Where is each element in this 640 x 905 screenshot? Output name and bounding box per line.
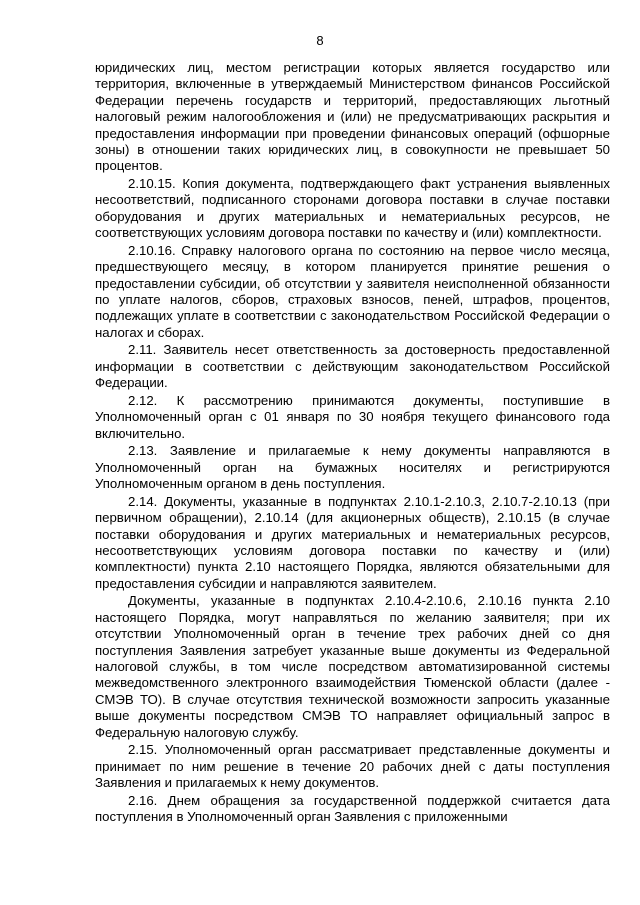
paragraph-2-12: 2.12. К рассмотрению принимаются документы, поступившие в Уполномоченный орган с 01 января по 30 ноября текущего финансового года включительно. [95,392,610,441]
paragraph-2-14: 2.14. Документы, указанные в подпунктах 2.10.1-2.10.3, 2.10.7-2.10.13 (при первичном обращении), 2.10.14 (для акционерных обществ), 2.10.15 (в случае поставки оборудования и других материальных и нематериальных ресурсов, несоответствующих условиям договора поставки по качеству и (или) комплектности) пункта 2.10 настоящего Порядка, являются обязательными для предоставления субсидии и направляются заявителем. [95,493,610,591]
paragraph-continuation: юридических лиц, местом регистрации которых является государство или территория, включенные в утверждаемый Министерством финансов Российской Федерации перечень государств и территорий, предоставляющих льготный налоговый режим налогообложения и (или) не предусматривающих раскрытия и предоставления информации при проведении финансовых операций (офшорные зоны) в отношении таких юридических лиц, в совокупности не превышает 50 процентов. [95,60,610,174]
paragraph-2-10-15: 2.10.15. Копия документа, подтверждающего факт устранения выявленных несоответствий, подписанного сторонами договора поставки в случае поставки оборудования и других материальных и нематериальных ресурсов, не соответствующих условиям договора поставки по качеству и (или) комплектности. [95,176,610,241]
paragraph-2-11: 2.11. Заявитель несет ответственность за достоверность предоставленной информации в соответствии с действующим законодательством Российской Федерации. [95,342,610,391]
paragraph-2-16: 2.16. Днем обращения за государственной поддержкой считается дата поступления в Уполномоченный орган Заявления с приложенными [95,792,610,824]
document-body [95,60,610,827]
paragraph-optional-documents: Документы, указанные в подпунктах 2.10.4-2.10.6, 2.10.16 пункта 2.10 настоящего Порядка, могут направляться по желанию заявителя; при их отсутствии Уполномоченный орган в течение трех рабочих дней со дня поступления Заявления затребует указанные выше документы из Федеральной налоговой службы, в том числе посредством автоматизированной системы межведомственного электронного взаимодействия Тюменской области (далее - СМЭВ ТО). В случае отсутствия технической возможности запросить указанные выше документы посредством СМЭВ ТО направляет официальный запрос в Федеральную налоговую службу. [95,593,610,740]
paragraph-2-13: 2.13. Заявление и прилагаемые к нему документы направляются в Уполномоченный орган на бумажных носителях и регистрируются Уполномоченным органом в день поступления. [95,443,610,492]
page-number: 8 [316,33,324,48]
paragraph-2-10-16: 2.10.16. Справку налогового органа по состоянию на первое число месяца, предшествующего месяцу, в котором планируется принятие решения о предоставлении субсидии, об отсутствии у заявителя неисполненной обязанности по уплате налогов, сборов, страховых взносов, пеней, штрафов, процентов, подлежащих уплате в соответствии с законодательством Российской Федерации о налогах и сборах. [95,242,610,340]
paragraph-2-15: 2.15. Уполномоченный орган рассматривает представленные документы и принимает по ним решение в течение 20 рабочих дней с даты поступления Заявления и прилагаемых к нему документов. [95,742,610,790]
